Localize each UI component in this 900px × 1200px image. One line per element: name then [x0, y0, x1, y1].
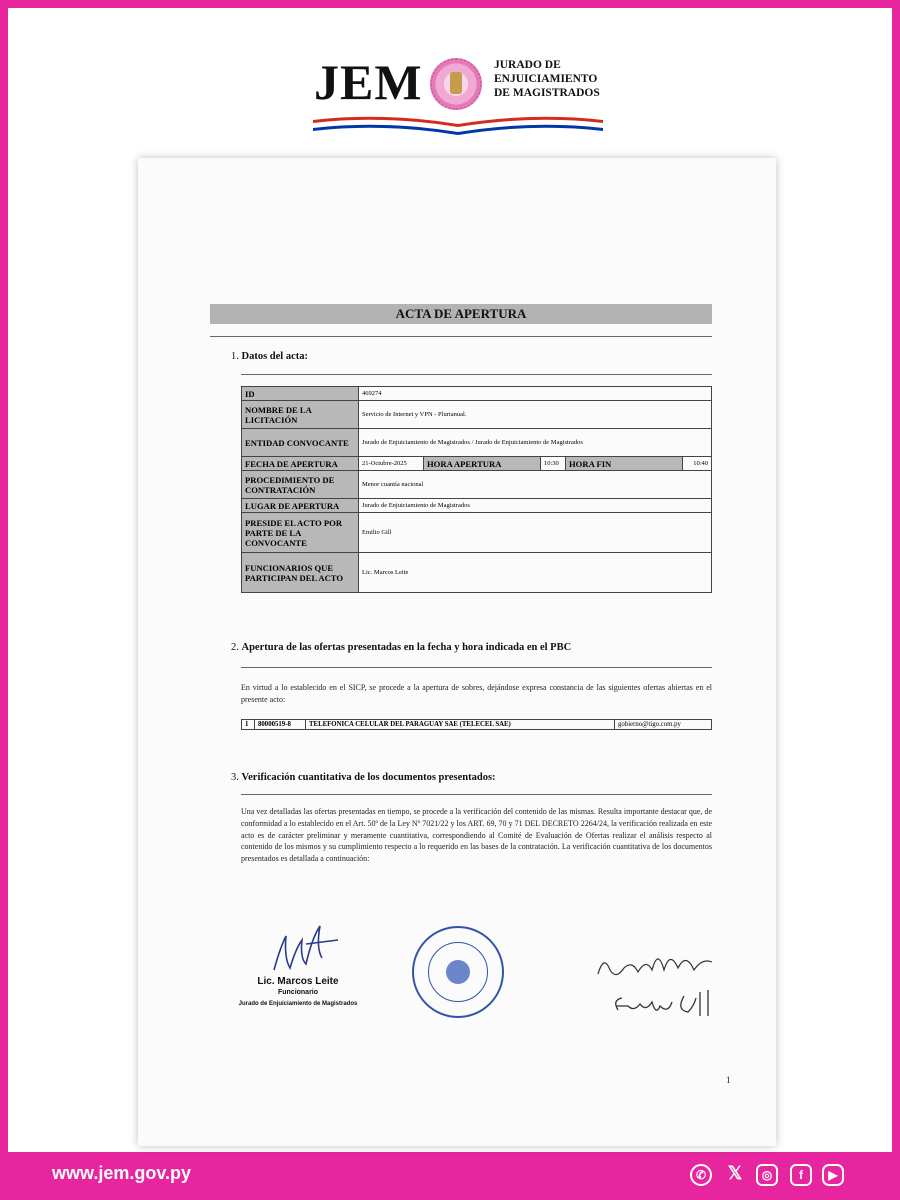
jem-logo — [308, 52, 608, 112]
logo-text: JEM — [314, 54, 423, 110]
preside-label: PRESIDE EL ACTO POR PARTE DE LA CONVOCANTE — [242, 513, 359, 553]
funcionarios-value: Lic. Marcos Leite — [359, 553, 712, 593]
official-stamp-icon — [412, 926, 504, 1018]
nombre-label: NOMBRE DE LA LICITACIÓN — [242, 401, 359, 429]
signer-1-role: Funcionario — [277, 989, 319, 996]
acta-data-table — [241, 386, 712, 593]
justice-seal-icon — [430, 58, 482, 110]
divider — [210, 336, 712, 337]
offers-table — [241, 719, 712, 730]
institution-name: JURADO DE ENJUICIAMIENTO DE MAGISTRADOS — [494, 59, 600, 99]
offer-row — [242, 720, 712, 730]
section-2-heading: 2. Apertura de las ofertas presentadas en la fecha y hora indicada en el PBC — [231, 642, 572, 653]
entidad-value: Jurado de Enjuiciamiento de Magistrados / Jurado de Enjuiciamiento de Magistrados — [359, 429, 712, 457]
facebook-icon[interactable]: f — [790, 1164, 812, 1186]
website-url[interactable]: www.jem.gov.py — [52, 1163, 192, 1183]
section-1-heading: 1. Datos del acta: — [231, 351, 308, 362]
offer-email: gobierno@tigo.com.py — [615, 720, 712, 730]
nombre-value: Servicio de Internet y VPN - Plurianual. — [359, 401, 712, 429]
hora-apertura-value: 10:30 — [541, 457, 566, 471]
document-title: ACTA DE APERTURA — [210, 304, 712, 324]
hora-fin-label: HORA FIN — [566, 457, 683, 471]
divider — [241, 374, 712, 375]
section-3-text: Una vez detalladas las ofertas presentadas en tiempo, se procede a la verificación del contenido de las mismas. Resulta importante destacar que, de conformidad a lo establecido en el Art. 50º de la Ley Nº 7021/22 y los ART. 69, 70 y 71 DEL DECRETO 2264/24, la verificación realizada en este acto es de carácter preliminar y meramente cuantitativa, correspondiendo al Comité de Evaluación de Ofertas realizar el análisis respecto al contenido de los mismos y su cumplimiento respecto a lo requerido en las bases de la contratación. La verificación cuantitativa de los documentos presentados es detallada a continuación: — [241, 807, 712, 864]
fecha-label: FECHA DE APERTURA — [242, 457, 359, 471]
hora-fin-value: 10:40 — [683, 457, 712, 471]
procedimiento-label: PROCEDIMIENTO DE CONTRATACIÓN — [242, 471, 359, 499]
signer-1-org: Jurado de Enjuiciamiento de Magistrados — [238, 1001, 358, 1007]
flag-ribbon-icon — [313, 114, 603, 136]
offer-ruc: 80000519-8 — [255, 720, 306, 730]
fecha-value: 21-Octubre-2025 — [359, 457, 424, 471]
id-label: ID — [242, 387, 359, 401]
id-value: 469274 — [359, 387, 712, 401]
x-icon[interactable]: 𝕏 — [727, 1163, 743, 1183]
offer-number: 1 — [242, 720, 255, 730]
hora-apertura-label: HORA APERTURA — [424, 457, 541, 471]
signature-marcos-leite-icon — [266, 918, 346, 978]
section-2-text: En virtud a lo establecido en el SICP, se procede a la apertura de sobres, dejándose expresa constancia de las siguientes ofertas abiertas en el presente acto: — [241, 683, 712, 704]
youtube-icon[interactable]: ▶ — [822, 1164, 844, 1186]
instagram-icon[interactable]: ◎ — [756, 1164, 778, 1186]
lugar-value: Jurado de Enjuiciamiento de Magistrados — [359, 499, 712, 513]
page-number: 1 — [726, 1075, 731, 1085]
entidad-label: ENTIDAD CONVOCANTE — [242, 429, 359, 457]
signature-emilio-gill-icon — [594, 940, 724, 1036]
preside-value: Emilio Gill — [359, 513, 712, 553]
section-3-heading: 3. Verificación cuantitativa de los documentos presentados: — [231, 772, 496, 783]
content-area — [8, 8, 892, 1152]
offer-company: TELEFONICA CELULAR DEL PARAGUAY SAE (TELECEL SAE) — [306, 720, 615, 730]
document-scan — [138, 158, 776, 1146]
lugar-label: LUGAR DE APERTURA — [242, 499, 359, 513]
funcionarios-label: FUNCIONARIOS QUE PARTICIPAN DEL ACTO — [242, 553, 359, 593]
divider — [241, 667, 712, 668]
signer-1-name: Lic. Marcos Leite — [257, 976, 339, 987]
whatsapp-icon[interactable]: ✆ — [690, 1164, 712, 1186]
divider — [241, 794, 712, 795]
procedimiento-value: Menor cuantía nacional — [359, 471, 712, 499]
